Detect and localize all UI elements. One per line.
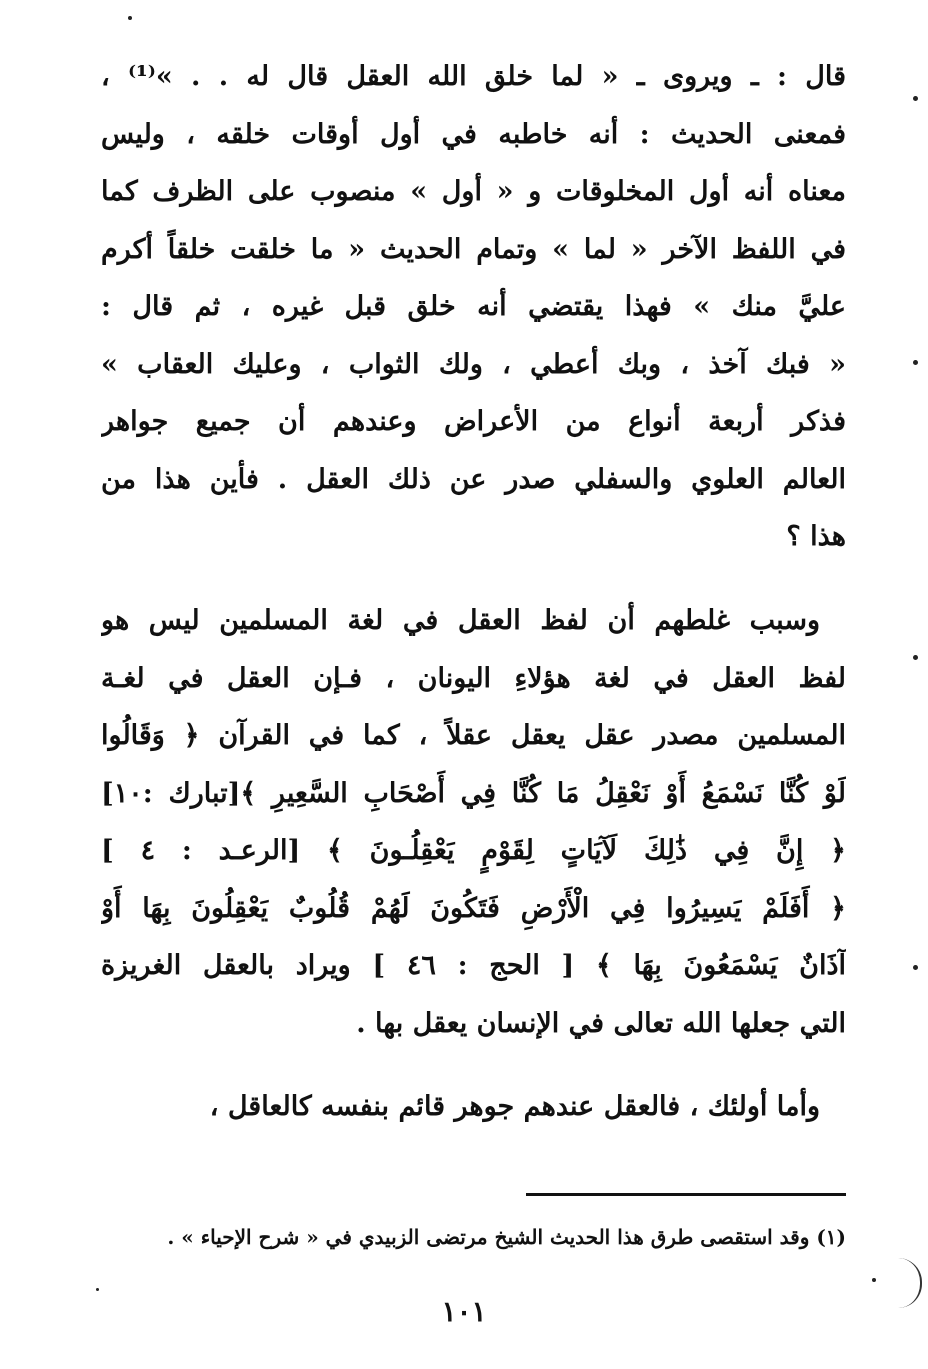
text-line: لَوْ كُنَّا نَسْمَعُ أَوْ نَعْقِلُ مَا كُنَّا فِي أَصْحَابِ السَّعِيرِ ﴾[تبارك :١٠] (101, 777, 846, 809)
scan-speck (96, 1288, 99, 1291)
scan-speck (128, 16, 132, 20)
paragraph-2 (101, 592, 846, 1052)
text-line: آذَانٌ يَسْمَعُونَ بِهَا ﴾ [ الحج : ٤٦ ] ويراد بالعقل الغريزة (101, 950, 846, 981)
scan-speck (913, 360, 918, 365)
text-line: فذكر أربعة أنواع من الأعراض وعندهم أن جميع جواهر (101, 406, 846, 437)
text-line: وأما أولئك ، فالعقل عندهم جوهر قائم بنفسه كالعاقل ، (209, 1091, 820, 1122)
scan-speck (913, 965, 918, 970)
paragraph-3 (101, 1078, 846, 1136)
text-line: في اللفظ الآخر « لما » وتمام الحديث « ما خلقت خلقاً أكرم (101, 233, 846, 265)
text-line: فمعنى الحديث : أنه خاطبه في أول أوقات خلقه ، وليس (101, 118, 846, 150)
text-line: « فبك آخذ ، وبك أعطي ، ولك الثواب ، وعليك العقاب » (101, 348, 846, 380)
scan-speck (913, 655, 918, 660)
scan-speck (872, 1278, 876, 1282)
footnote: (١) وقد استقصى طرق هذا الحديث الشيخ مرتضى الزبيدي في « شرح الإحياء » . (167, 1225, 846, 1249)
text-line: العالم العلوي والسفلي صدر عن ذلك العقل . فأين هذا من (101, 463, 846, 495)
text-line: هذا ؟ (786, 521, 846, 552)
text-line: معناه أنه أول المخلوقات و « أول » منصوب على الظرف كما (101, 176, 846, 207)
footnote-divider (526, 1193, 846, 1196)
text-line: وسبب غلطهم أن لفظ العقل في لغة المسلمين ليس هو (101, 605, 820, 636)
text-line: قال : ـ ويروى ـ « لما خلق الله العقل قال له . . »⁽¹⁾ ، (101, 61, 846, 92)
text-line: عليَّ منك » فهذا يقتضي أنه خلق قبل غيره ، ثم قال : (101, 291, 846, 322)
page-number: ١٠١ (441, 1295, 487, 1328)
text-line: المسلمين مصدر عقل يعقل عقلاً ، كما في القرآن ﴿ وَقَالُوا (101, 720, 846, 751)
text-line: ﴿ إِنَّ فِي ذَٰلِكَ لَآيَاتٍ لِقَوْمٍ يَعْقِلُـونَ ﴾ [الرعـد : ٤ ] (101, 835, 846, 866)
scan-speck (913, 96, 918, 101)
text-line: ﴿ أَفَلَمْ يَسِيرُوا فِي الْأَرْضِ فَتَكُونَ لَهُمْ قُلُوبٌ يَعْقِلُونَ بِهَا أَوْ (101, 892, 846, 924)
text-line: لفظ العقل في لغة هؤلاءِ اليونان ، فـإن العقل في لغـة (101, 662, 846, 694)
paragraph-1 (101, 48, 846, 566)
text-line: التي جعلها الله تعالى في الإنسان يعقل بها . (356, 1007, 846, 1039)
